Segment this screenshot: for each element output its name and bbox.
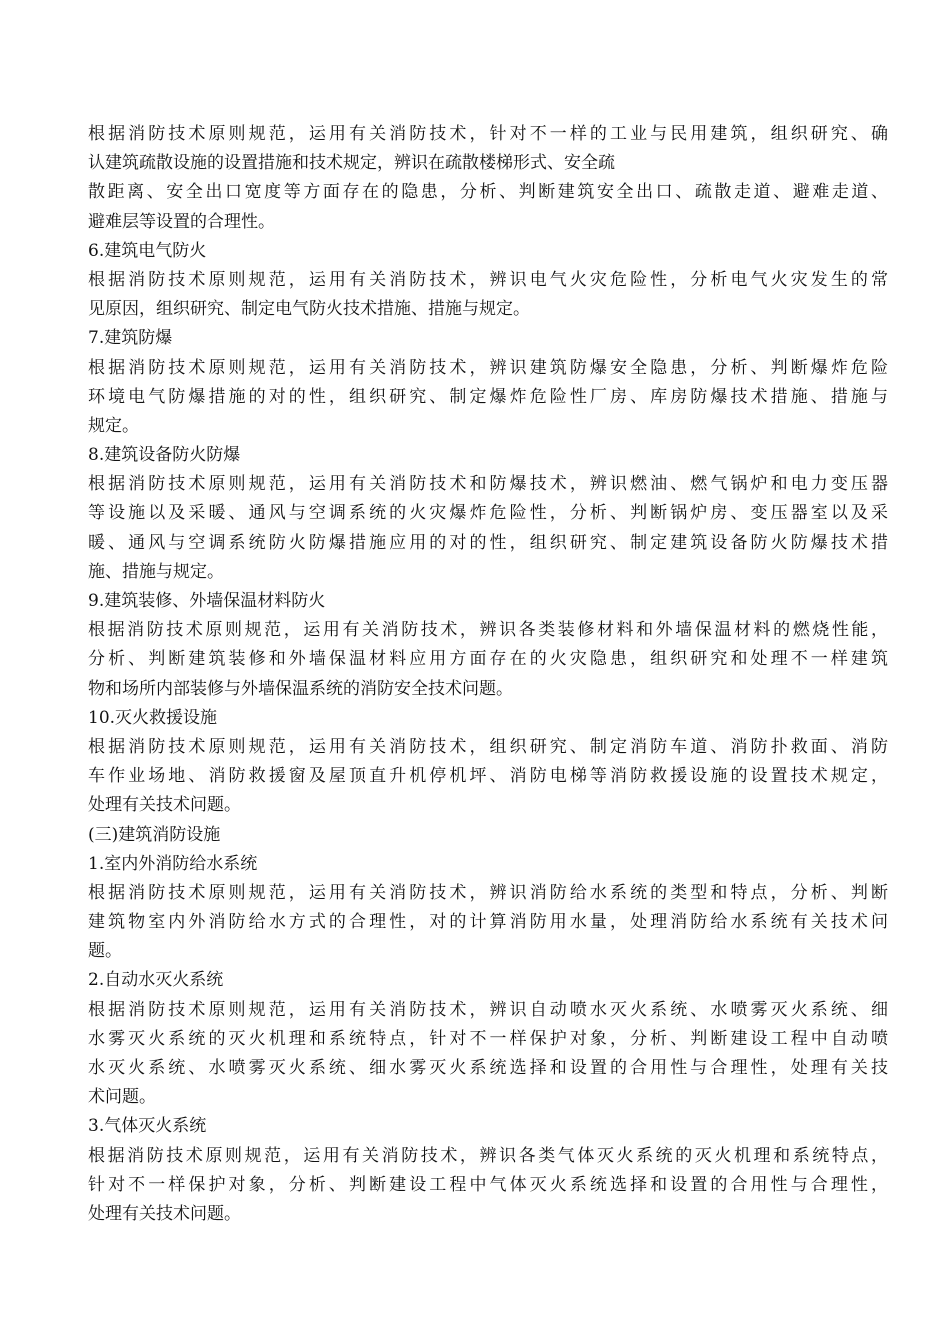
paragraph-line: 根据消防技术原则规范，运用有关消防技术，辨识建筑防爆安全隐患，分析、判断爆炸危险 [88,357,888,378]
section-heading: 2.自动水灭火系统 [88,970,224,991]
paragraph [88,733,888,821]
section-heading: 9.建筑装修、外墙保温材料防火 [88,591,326,611]
section-heading: 6.建筑电气防火 [88,240,207,261]
paragraph-line: 水雾灭火系统的灭火机理和系统特点，针对不一样保护对象，分析、判断建设工程中自动喷 [88,1028,888,1049]
document-body [88,120,888,1229]
section-heading: 7.建筑防爆 [88,328,173,349]
paragraph-line: 处理有关技术问题。 [88,795,241,816]
section-heading: 10.灭火救援设施 [88,707,218,728]
paragraph-line: 物和场所内部装修与外墙保温系统的消防安全技术问题。 [88,678,513,699]
paragraph-line: 根据消防技术原则规范，运用有关消防技术和防爆技术，辨识燃油、燃气锅炉和电力变压器 [88,474,888,495]
paragraph-line: 散距离、安全出口宽度等方面存在的隐患，分析、判断建筑安全出口、疏散走道、避难走道、 [88,182,888,203]
paragraph-line: 根据消防技术原则规范，运用有关消防技术，辨识消防给水系统的类型和特点，分析、判断 [88,882,888,903]
section-heading: 1.室内外消防给水系统 [88,853,258,874]
paragraph-line: 施、措施与规定。 [88,561,224,582]
paragraph [88,879,888,967]
section-heading: (三)建筑消防设施 [88,824,221,845]
paragraph-line: 规定。 [88,415,139,436]
paragraph-line: 建筑物室内外消防给水方式的合理性，对的计算消防用水量，处理消防给水系统有关技术问 [88,912,888,933]
paragraph [88,470,888,587]
paragraph-line: 分析、判断建筑装修和外墙保温材料应用方面存在的火灾隐患，组织研究和处理不一样建筑 [88,649,888,670]
paragraph-line: 术问题。 [88,1087,156,1108]
paragraph [88,266,888,324]
paragraph-line: 暖、通风与空调系统防火防爆措施应用的对的性，组织研究、制定建筑设备防火防爆技术措 [88,532,888,553]
paragraph-line: 根据消防技术原则规范，运用有关消防技术，针对不一样的工业与民用建筑，组织研究、确 [88,124,888,144]
paragraph [88,120,888,237]
section-heading: 8.建筑设备防火防爆 [88,445,241,466]
paragraph-line: 水灭火系统、水喷雾灭火系统、细水雾灭火系统选择和设置的合用性与合理性，处理有关技 [88,1058,888,1078]
paragraph [88,616,888,704]
section-heading: 3.气体灭火系统 [88,1116,207,1137]
paragraph-line: 车作业场地、消防救援窗及屋顶直升机停机坪、消防电梯等消防救援设施的设置技术规定， [88,766,888,787]
paragraph-line: 等设施以及采暖、通风与空调系统的火灾爆炸危险性，分析、判断锅炉房、变压器室以及采 [88,503,888,524]
paragraph-line: 处理有关技术问题。 [88,1203,241,1224]
paragraph-line: 针对不一样保护对象，分析、判断建设工程中气体灭火系统选择和设置的合用性与合理性， [88,1174,888,1195]
paragraph-line: 认建筑疏散设施的设置措施和技术规定，辨识在疏散楼梯形式、安全疏 [88,153,615,174]
paragraph-line: 根据消防技术原则规范，运用有关消防技术，辨识电气火灾危险性，分析电气火灾发生的常 [88,269,888,290]
paragraph-line: 见原因，组织研究、制定电气防火技术措施、措施与规定。 [88,299,530,320]
paragraph-line: 根据消防技术原则规范，运用有关消防技术，组织研究、制定消防车道、消防扑救面、消防 [88,736,888,757]
paragraph-line: 根据消防技术原则规范，运用有关消防技术，辨识自动喷水灭火系统、水喷雾灭火系统、细 [88,999,888,1020]
paragraph [88,1142,888,1230]
paragraph [88,996,888,1113]
paragraph-line: 题。 [88,941,122,962]
paragraph-line: 避难层等设置的合理性。 [88,211,275,232]
paragraph-line: 根据消防技术原则规范，运用有关消防技术，辨识各类装修材料和外墙保温材料的燃烧性能， [88,620,888,641]
paragraph-line: 根据消防技术原则规范，运用有关消防技术，辨识各类气体灭火系统的灭火机理和系统特点， [88,1145,888,1166]
paragraph-line: 环境电气防爆措施的对的性，组织研究、制定爆炸危险性厂房、库房防爆技术措施、措施与 [88,386,888,407]
paragraph [88,354,888,442]
